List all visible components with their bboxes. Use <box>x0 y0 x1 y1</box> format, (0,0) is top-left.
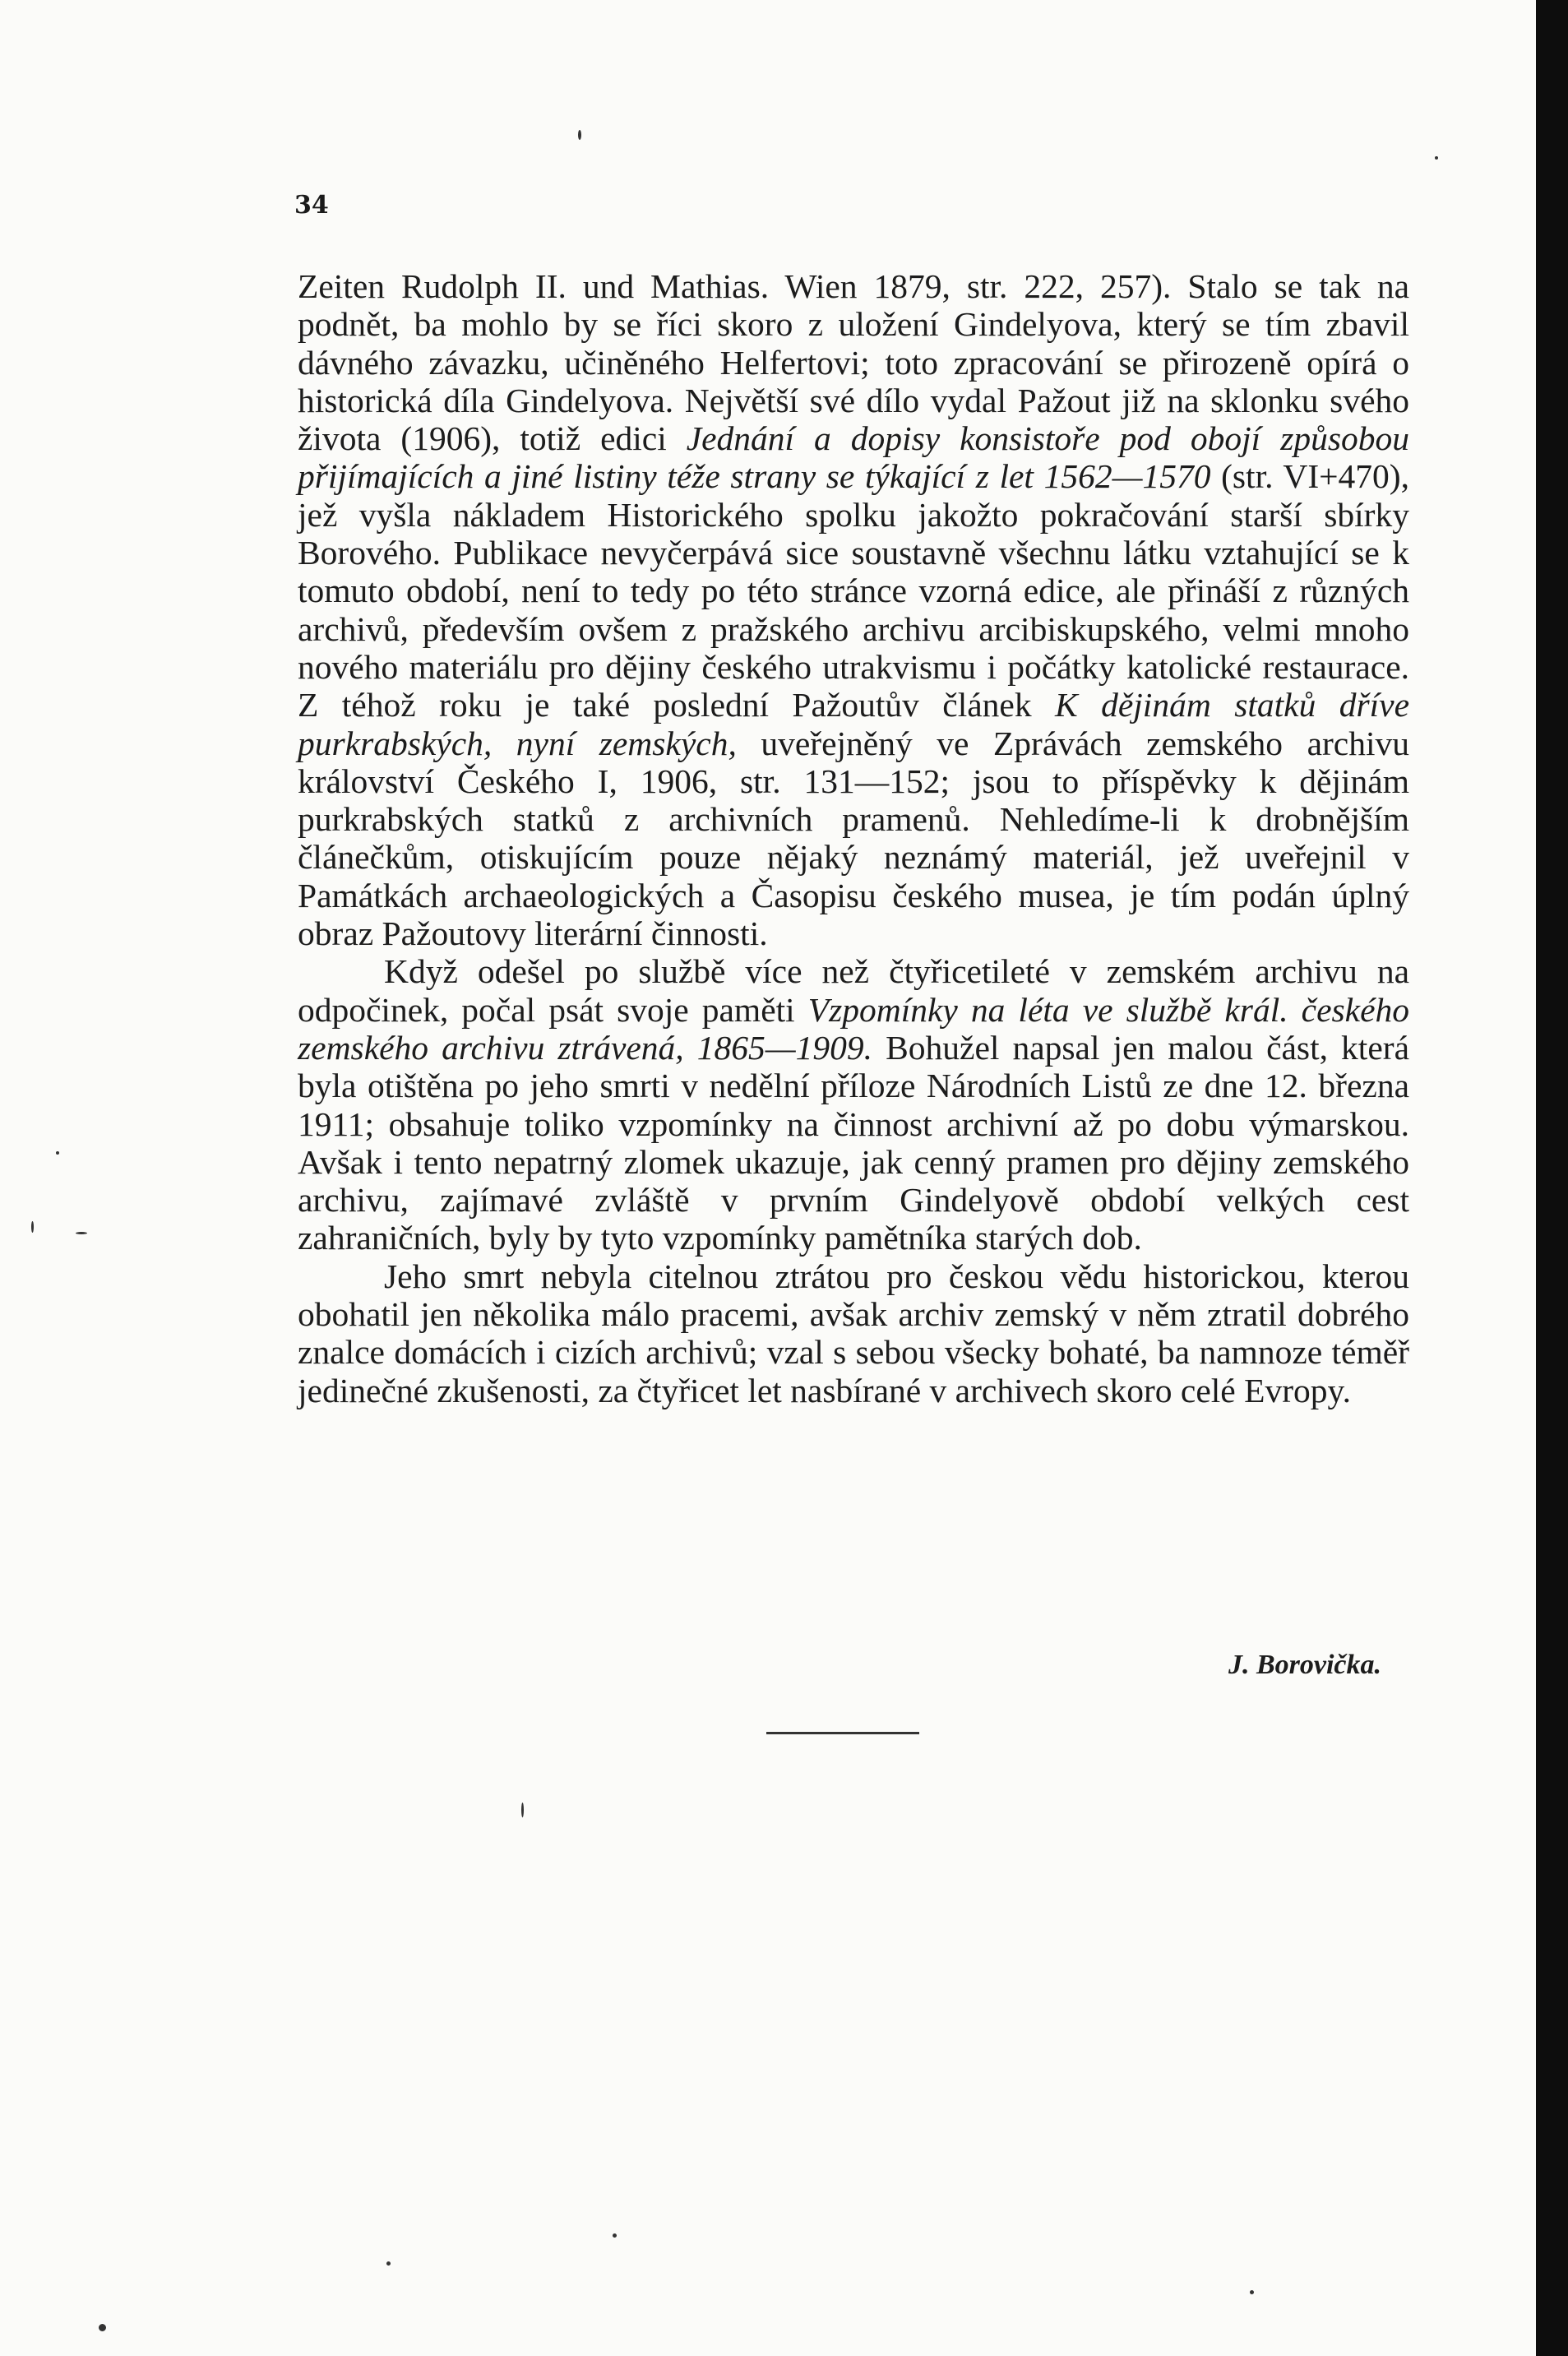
paragraph-2 <box>298 952 1409 1257</box>
paragraph-2-text-a: Když odešel po službě více než čtyřicetileté v zemském archivu na odpočinek, počal psát svoje paměti <box>298 952 1409 1029</box>
scan-speck <box>31 1221 34 1233</box>
publication-title-edition: Jednání a dopisy konsistoře pod obojí způsobou přijímajících a jiné listiny téže strany se týkající z let 1562—1570 <box>298 419 1409 496</box>
scan-speck <box>613 2233 617 2238</box>
paragraph-3: Jeho smrt nebyla citelnou ztrátou pro českou vědu historickou, kterou obohatil jen několika málo pracemi, avšak archiv zemský v něm ztratil dobrého znalce domácích i cizích archivů; vzal s sebou všecky bohaté, ba namnoze téměř jedinečné zkušenosti, za čtyřicet let nasbírané v archivech skoro celé Evropy. <box>298 1257 1409 1409</box>
scan-speck <box>99 2324 106 2331</box>
scan-border <box>1536 0 1568 2356</box>
author-signature: J. Borovička. <box>1228 1650 1381 1680</box>
scan-speck <box>56 1151 59 1155</box>
publication-title-memoirs: Vzpomínky na léta ve službě král. českého zemského archivu ztrávená, 1865—1909. <box>298 990 1409 1067</box>
paragraph-1 <box>298 267 1409 952</box>
paragraph-2-text-b: Bohužel napsal jen malou část, která byla otištěna po jeho smrti v nedělní příloze Národních Listů ze dne 12. března 1911; obsahuje toliko vzpomínky na činnost archivní až po dobu výmarskou. Avšak i tento nepatrný zlomek ukazuje, jak cenný pramen pro dějiny zemského archivu, zajímavé zvláště v prvním Gindelyově období velkých cest zahraničních, byly by tyto vzpomínky pamětníka starých dob. <box>298 1028 1409 1257</box>
paragraph-1-text-c: uveřejněný ve Zprávách zemského archivu království Českého I, 1906, str. 131—152; jsou to příspěvky k dějinám purkrabských statků z archivních pramenů. Nehledíme-li k drobnějším článečkům, otiskujícím pouze nějaký neznámý materiál, jež uveřejnil v Památkách archaeologických a Časopisu českého musea, je tím podán úplný obraz Pažoutovy literární činnosti. <box>298 724 1410 953</box>
paragraph-1-text-a: Zeiten Rudolph II. und Mathias. Wien 1879, str. 222, 257). Stalo se tak na podnět, ba mohlo by se říci skoro z uložení Gindelyova, který se tím zbavil dávného závazku, učiněného Helfertovi; toto zpracování se přirozeně opírá o historická díla Gindelyova. Největší své dílo vydal Pažout již na sklonku svého života (1906), totiž edici <box>298 267 1409 458</box>
scan-speck <box>1435 156 1438 160</box>
page-number: 34 <box>294 191 329 220</box>
paragraph-1-text-b: (str. VI+470), jež vyšla nákladem Historického spolku jakožto pokračování starší sbírky Borového. Publikace nevyčerpává sice soustavně všechnu látku vztahující se k tomuto období, není to tedy po této stránce vzorná edice, ale přináší z různých archivů, především ovšem z pražského archivu arcibiskupského, velmi mnoho nového materiálu pro dějiny českého utrakvismu i počátky katolické restaurace. Z téhož roku je také poslední Pažoutův článek <box>298 457 1409 724</box>
scan-speck <box>521 1803 524 1817</box>
scan-speck <box>578 130 581 140</box>
scan-speck <box>76 1232 87 1234</box>
scan-speck <box>1250 2290 1254 2294</box>
body-text <box>298 267 1409 1409</box>
section-divider <box>766 1732 919 1734</box>
scan-speck <box>386 2261 391 2266</box>
publication-title-article: K dějinám statků dříve purkrabských, nyní zemských, <box>298 686 1410 762</box>
